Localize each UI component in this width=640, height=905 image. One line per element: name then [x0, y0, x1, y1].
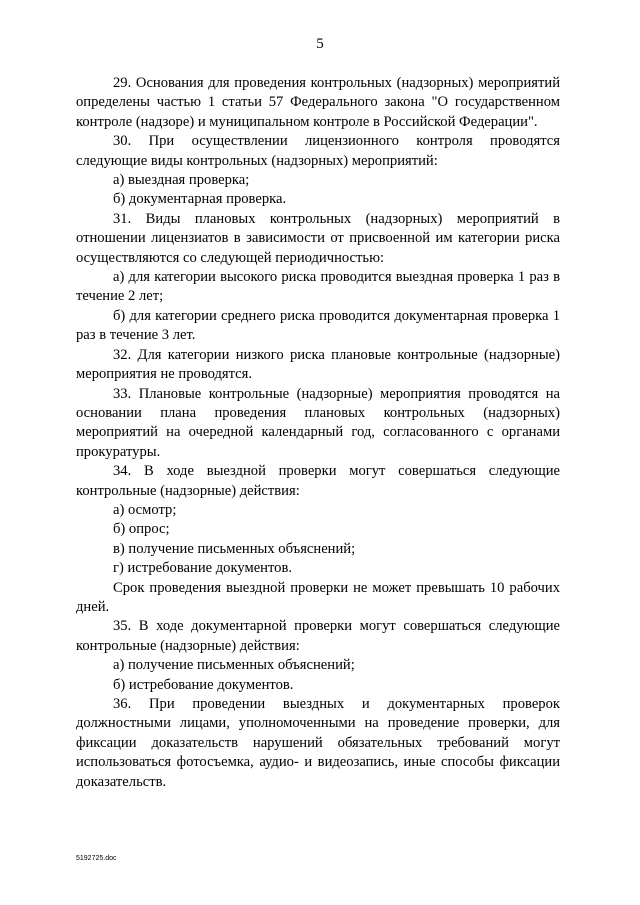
list-item: б) документарная проверка. — [113, 191, 287, 208]
page-number: 5 — [316, 36, 324, 52]
paragraph-36: 36. При проведении выездных и документарных проверок должностными лицами, уполномоченными на проведение проверки, для фиксации доказательств нарушений обязательных требований могут использоваться фотосъемка, аудио- и видеозапись, иные способы фиксации доказательств. — [76, 696, 560, 790]
list-item: в) получение письменных объяснений; — [113, 540, 356, 557]
list-item: б) для категории среднего риска проводится документарная проверка 1 раз в течение 3 лет. — [76, 307, 560, 344]
paragraph-33: 33. Плановые контрольные (надзорные) мероприятия проводятся на основании плана проведения плановых контрольных (надзорных) мероприятий на очередной календарный год, согласованного с органами прокуратуры. — [76, 385, 560, 460]
paragraph-35: 35. В ходе документарной проверки могут совершаться следующие контрольные (надзорные) действия: — [76, 618, 560, 654]
paragraph-32: 32. Для категории низкого риска плановые контрольные (надзорные) мероприятия не проводятся. — [76, 346, 560, 383]
footer-document-id: 5192725.doc — [76, 855, 117, 862]
paragraph-31: 31. Виды плановых контрольных (надзорных) мероприятий в отношении лицензиатов в зависимости от присвоенной им категории риска осуществляются со следующей периодичностью: — [76, 210, 560, 266]
list-item: г) истребование документов. — [113, 560, 293, 577]
list-item: а) осмотр; — [113, 501, 177, 518]
paragraph-30: 30. При осуществлении лицензионного контроля проводятся следующие виды контрольных (надзорных) мероприятий: — [76, 133, 560, 169]
list-item: а) выездная проверка; — [113, 172, 250, 189]
paragraph-term: Срок проведения выездной проверки не может превышать 10 рабочих дней. — [76, 579, 560, 615]
document-body — [76, 74, 560, 792]
paragraph-34: 34. В ходе выездной проверки могут совершаться следующие контрольные (надзорные) действия: — [76, 463, 560, 499]
list-item: б) опрос; — [113, 521, 170, 538]
list-item: а) получение письменных объяснений; — [113, 657, 355, 674]
paragraph-29: 29. Основания для проведения контрольных (надзорных) мероприятий определены частью 1 статьи 57 Федерального закона "О государственном контроле (надзоре) и муниципальном контроле в Российской Федерации". — [76, 75, 560, 130]
list-item: б) истребование документов. — [113, 676, 294, 693]
list-item: а) для категории высокого риска проводится выездная проверка 1 раз в течение 2 лет; — [76, 269, 560, 305]
